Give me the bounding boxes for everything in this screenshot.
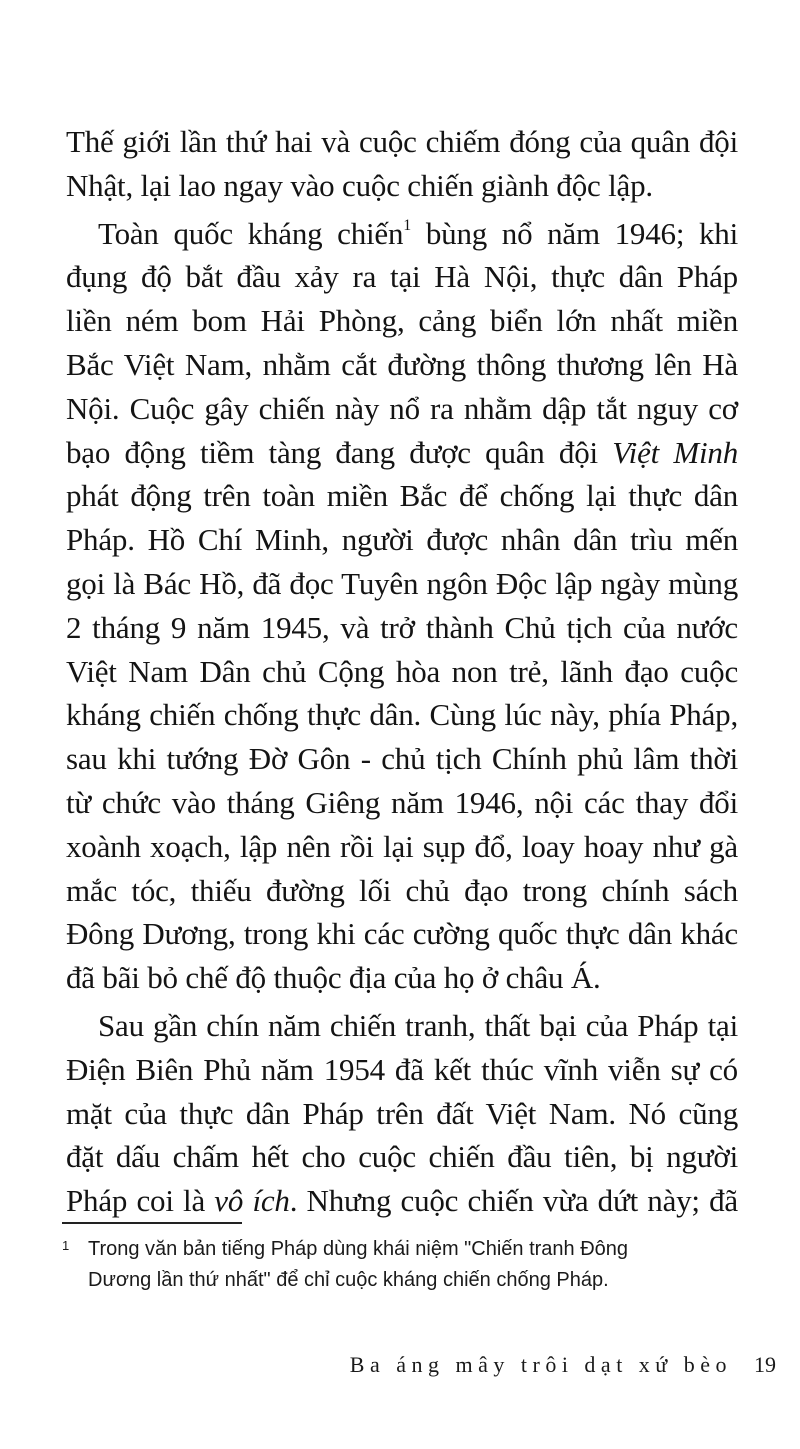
text-line: 2 tháng 9 năm 1945, và trở thành Chủ tịch của nước <box>66 609 738 645</box>
text-line: đặt dấu chấm hết cho cuộc chiến đầu tiên, bị người <box>66 1139 738 1175</box>
paragraph <box>66 212 738 1000</box>
text-run: bùng nổ năm 1946; khi <box>411 215 738 251</box>
running-footer <box>350 1352 776 1378</box>
text-run: Pháp coi là <box>66 1183 215 1219</box>
text-line <box>66 431 738 475</box>
text-run: . Nhưng cuộc chiến vừa dứt này; đã <box>289 1183 738 1219</box>
paragraph <box>66 1004 738 1223</box>
text-line: Sau gần chín năm chiến tranh, thất bại của Pháp tại <box>98 1007 738 1043</box>
footnote-reference[interactable]: 1 <box>403 216 412 234</box>
text-line: Bắc Việt Nam, nhằm cắt đường thông thương lên Hà <box>66 346 738 382</box>
text-line: phát động trên toàn miền Bắc để chống lại thực dân <box>66 478 738 514</box>
text-line: gọi là Bác Hồ, đã đọc Tuyên ngôn Độc lập ngày mùng <box>66 565 738 601</box>
footnote <box>62 1234 742 1296</box>
text-line: Điện Biên Phủ năm 1954 đã kết thúc vĩnh viễn sự có <box>66 1051 738 1087</box>
footnote-mark: 1 <box>62 1238 70 1253</box>
text-line: kháng chiến chống thực dân. Cùng lúc này, phía Pháp, <box>66 697 738 733</box>
text-line: từ chức vào tháng Giêng năm 1946, nội các thay đổi <box>66 784 738 820</box>
text-line: Việt Nam Dân chủ Cộng hòa non trẻ, lãnh đạo cuộc <box>66 653 738 689</box>
footnote-text-line: Trong văn bản tiếng Pháp dùng khái niệm "Chiến tranh Đông <box>88 1238 629 1260</box>
text-line: đụng độ bắt đầu xảy ra tại Hà Nội, thực dân Pháp <box>66 259 738 295</box>
footnote-text-line: Dương lần thứ nhất" để chỉ cuộc kháng chiến chống Pháp. <box>88 1269 609 1291</box>
text-run: bạo động tiềm tàng đang được quân đội <box>66 434 613 470</box>
footnote-divider <box>62 1222 242 1224</box>
text-line: xoành xoạch, lập nên rồi lại sụp đổ, loay hoay như gà <box>66 828 738 864</box>
text-line: Thế giới lần thứ hai và cuộc chiếm đóng của quân đội <box>66 124 738 159</box>
text-line: liền ném bom Hải Phòng, cảng biển lớn nhất miền <box>66 303 738 339</box>
text-line: Nhật, lại lao ngay vào cuộc chiến giành độc lập. <box>66 167 653 203</box>
text-line: mặt của thực dân Pháp trên đất Việt Nam. Nó cũng <box>66 1095 738 1131</box>
book-page-body <box>66 120 738 1223</box>
text-line: Đông Dương, trong khi các cường quốc thực dân khác <box>66 916 738 952</box>
italic-term: vô ích <box>214 1183 290 1219</box>
text-run: Toàn quốc kháng chiến <box>98 215 404 251</box>
text-line <box>66 212 738 256</box>
page-number: 19 <box>754 1352 776 1377</box>
paragraph <box>66 120 738 208</box>
text-line <box>66 1179 738 1223</box>
text-line: sau khi tướng Đờ Gôn - chủ tịch Chính phủ lâm thời <box>66 741 738 777</box>
text-line: mắc tóc, thiếu đường lối chủ đạo trong chính sách <box>66 872 738 908</box>
text-line: Nội. Cuộc gây chiến này nổ ra nhằm dập tắt nguy cơ <box>66 390 738 426</box>
text-line: Pháp. Hồ Chí Minh, người được nhân dân trìu mến <box>66 522 738 558</box>
italic-term: Việt Minh <box>612 434 738 470</box>
text-line: đã bãi bỏ chế độ thuộc địa của họ ở châu Á. <box>66 960 601 996</box>
book-title: Ba áng mây trôi dạt xứ bèo <box>349 1352 732 1377</box>
